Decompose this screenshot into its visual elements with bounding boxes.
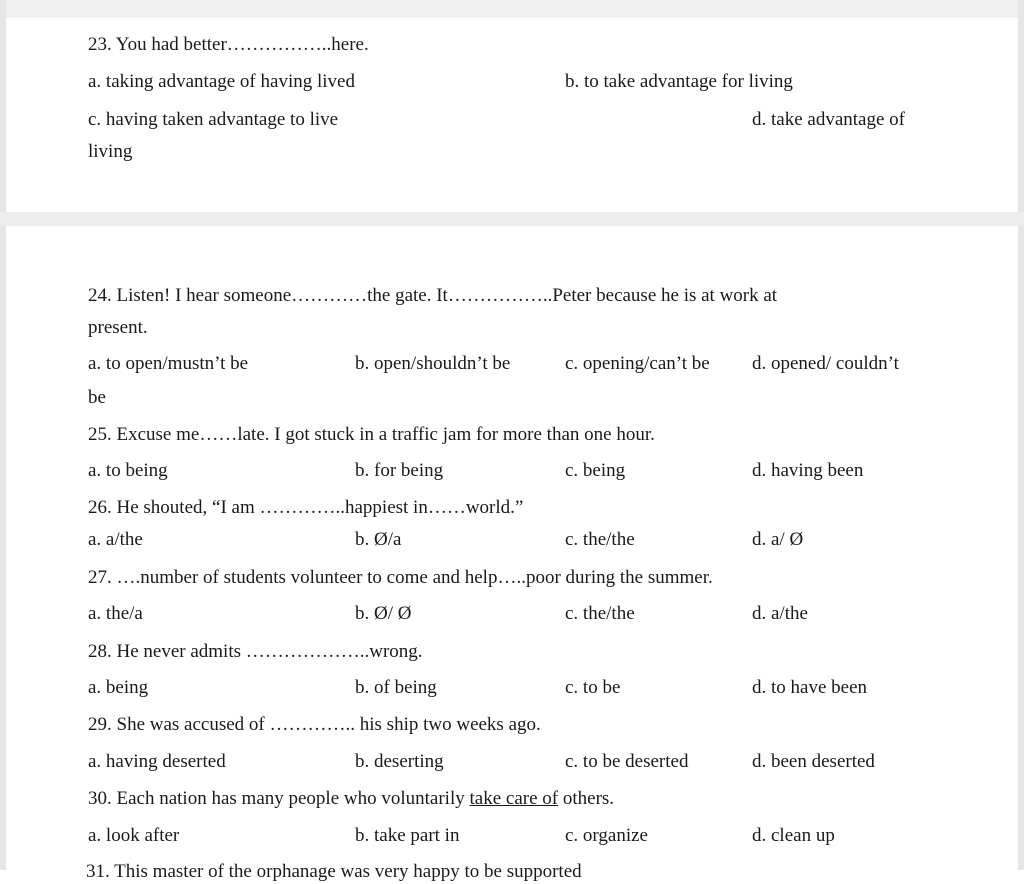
question-27-option-a: a. the/a: [88, 603, 143, 624]
question-24-option-d: d. opened/ couldn’t: [752, 353, 899, 374]
question-24-option-b: b. open/shouldn’t be: [355, 353, 511, 374]
question-27-option-b: b. Ø/ Ø: [355, 603, 412, 624]
question-23-stem: 23. You had better……………..here.: [88, 34, 369, 55]
question-28-option-b: b. of being: [355, 677, 437, 698]
question-29-option-a: a. having deserted: [88, 751, 226, 772]
question-25-option-d: d. having been: [752, 460, 864, 481]
question-30-option-d: d. clean up: [752, 825, 835, 846]
question-30-option-b: b. take part in: [355, 825, 460, 846]
question-24-option-d-wrap: be: [88, 387, 106, 408]
question-26-option-b: b. Ø/a: [355, 529, 402, 550]
question-26-option-c: c. the/the: [565, 529, 635, 550]
question-30-stem: [88, 787, 614, 811]
question-29-option-c: c. to be deserted: [565, 751, 689, 772]
question-29-option-b: b. deserting: [355, 751, 444, 772]
question-24-option-c: c. opening/can’t be: [565, 353, 710, 374]
question-25-option-c: c. being: [565, 460, 626, 481]
top-edge: [0, 0, 1024, 18]
question-24-option-a: a. to open/mustn’t be: [88, 353, 249, 374]
page-gap: [0, 212, 1024, 226]
right-edge: [1018, 0, 1024, 870]
question-30-stem-end: others.: [558, 788, 615, 809]
question-29-stem: 29. She was accused of ………….. his ship two weeks ago.: [88, 714, 541, 735]
question-23-option-d-wrap: living: [88, 141, 133, 162]
question-27-option-d: d. a/the: [752, 603, 808, 624]
question-26-option-a: a. a/the: [88, 529, 143, 550]
question-28-option-a: a. being: [88, 677, 149, 698]
question-28-option-d: d. to have been: [752, 677, 868, 698]
question-25-option-b: b. for being: [355, 460, 444, 481]
question-26-option-d: d. a/ Ø: [752, 529, 804, 550]
question-28-option-c: c. to be: [565, 677, 621, 698]
question-25-option-a: a. to being: [88, 460, 168, 481]
question-30-underlined-phrase: take care of: [469, 788, 559, 809]
question-23-option-a: a. taking advantage of having lived: [88, 71, 355, 92]
left-edge: [0, 0, 6, 870]
question-23-option-b: b. to take advantage for living: [565, 71, 793, 92]
question-23-option-c: c. having taken advantage to live: [88, 109, 339, 130]
question-31-stem-cut: 31. This master of the orphanage was very happy to be supported: [86, 861, 582, 882]
question-25-stem: 25. Excuse me……late. I got stuck in a traffic jam for more than one hour.: [88, 424, 655, 445]
question-29-option-d: d. been deserted: [752, 751, 875, 772]
question-30-option-c: c. organize: [565, 825, 648, 846]
question-24-stem-wrap: present.: [88, 317, 148, 338]
question-30-stem-start: 30. Each nation has many people who voluntarily: [88, 788, 470, 809]
question-30-option-a: a. look after: [88, 825, 180, 846]
question-28-stem: 28. He never admits ………………..wrong.: [88, 641, 423, 662]
question-26-stem: 26. He shouted, “I am …………..happiest in……world.”: [88, 497, 524, 518]
question-27-option-c: c. the/the: [565, 603, 635, 624]
question-24-stem: 24. Listen! I hear someone…………the gate. It……………..Peter because he is at work at: [88, 285, 778, 306]
question-23-option-d: d. take advantage of: [752, 109, 905, 130]
question-27-stem: 27. ….number of students volunteer to come and help…..poor during the summer.: [88, 567, 713, 588]
